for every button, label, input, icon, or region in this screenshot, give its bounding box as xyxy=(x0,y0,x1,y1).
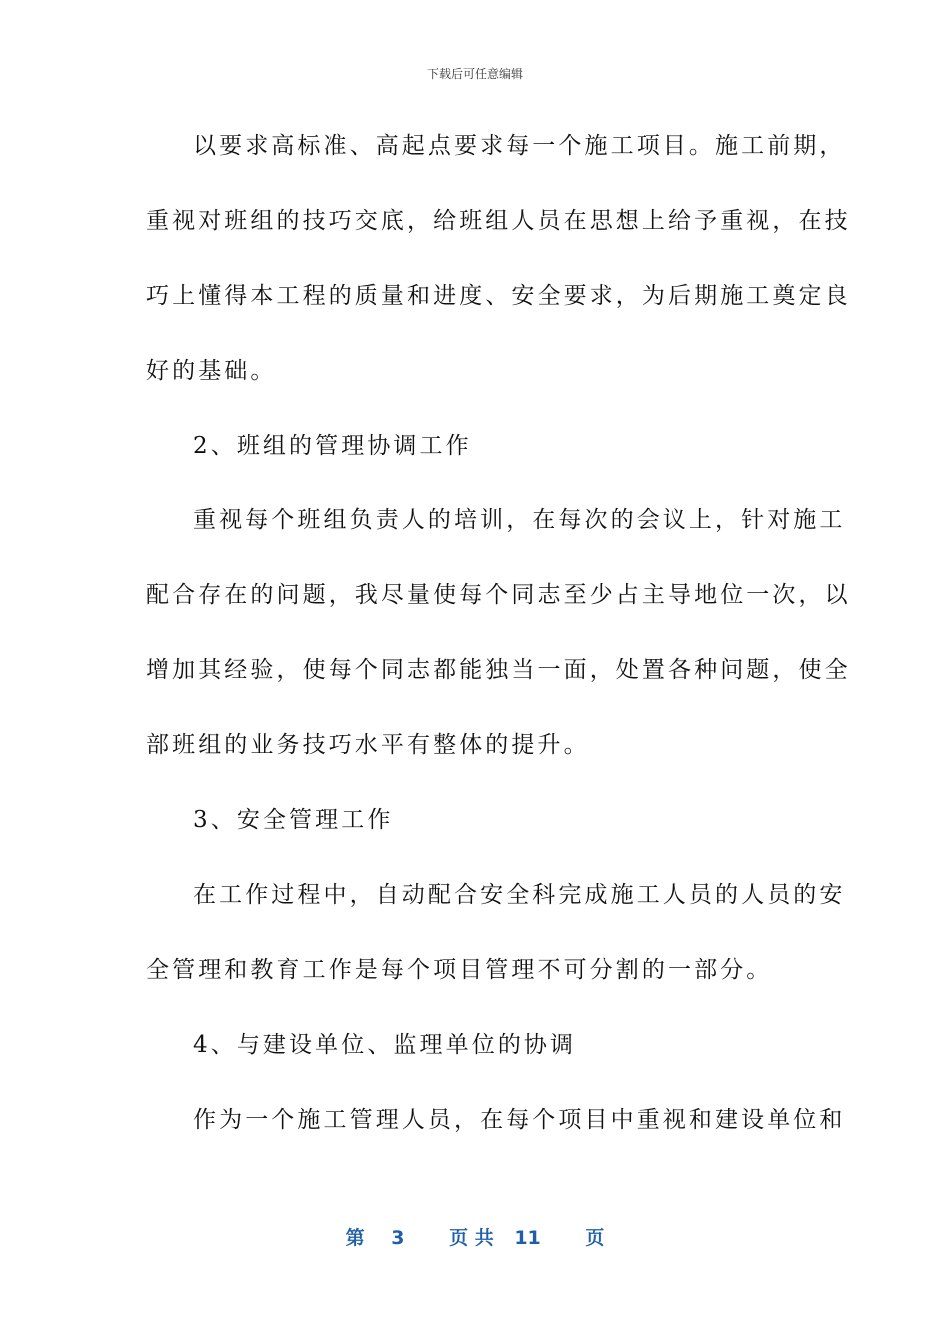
footer-page-number: 3 xyxy=(391,1227,405,1249)
body-line: 以要求高标准、高起点要求每一个施工项目。施工前期， xyxy=(193,133,846,159)
body-line: 重视每个班组负责人的培训，在每次的会议上，针对施工 xyxy=(193,507,846,534)
footer-prefix: 第 xyxy=(345,1227,365,1249)
body-line: 增加其经验，使每个同志都能独当一面，处置各种问题，使全 xyxy=(146,657,851,684)
footer-suffix: 页 xyxy=(585,1227,605,1249)
body-line: 部班组的业务技巧水平有整体的提升。 xyxy=(146,732,590,759)
body-line: 在工作过程中，自动配合安全科完成施工人员的人员的安 xyxy=(193,881,846,908)
body-line: 好的基础。 xyxy=(146,357,277,384)
body-line: 重视对班组的技巧交底，给班组人员在思想上给予重视，在技 xyxy=(146,207,851,234)
page-footer xyxy=(0,1225,950,1251)
body-line: 作为一个施工管理人员，在每个项目中重视和建设单位和 xyxy=(193,1106,846,1133)
section-heading: 4、与建设单位、监理单位的协调 xyxy=(193,1031,577,1058)
page-header: 下载后可任意编辑 xyxy=(426,67,523,81)
document-body xyxy=(146,122,851,1170)
body-line: 配合存在的问题，我尽量使每个同志至少占主导地位一次，以 xyxy=(146,582,851,609)
section-heading: 2、班组的管理协调工作 xyxy=(193,432,472,459)
body-line: 全管理和教育工作是每个项目管理不可分割的一部分。 xyxy=(146,956,773,983)
body-line: 巧上懂得本工程的质量和进度、安全要求，为后期施工奠定良 xyxy=(146,282,851,309)
footer-middle: 页 共 xyxy=(449,1227,494,1249)
footer-total-pages: 11 xyxy=(514,1227,541,1249)
section-heading: 3、安全管理工作 xyxy=(193,807,394,834)
